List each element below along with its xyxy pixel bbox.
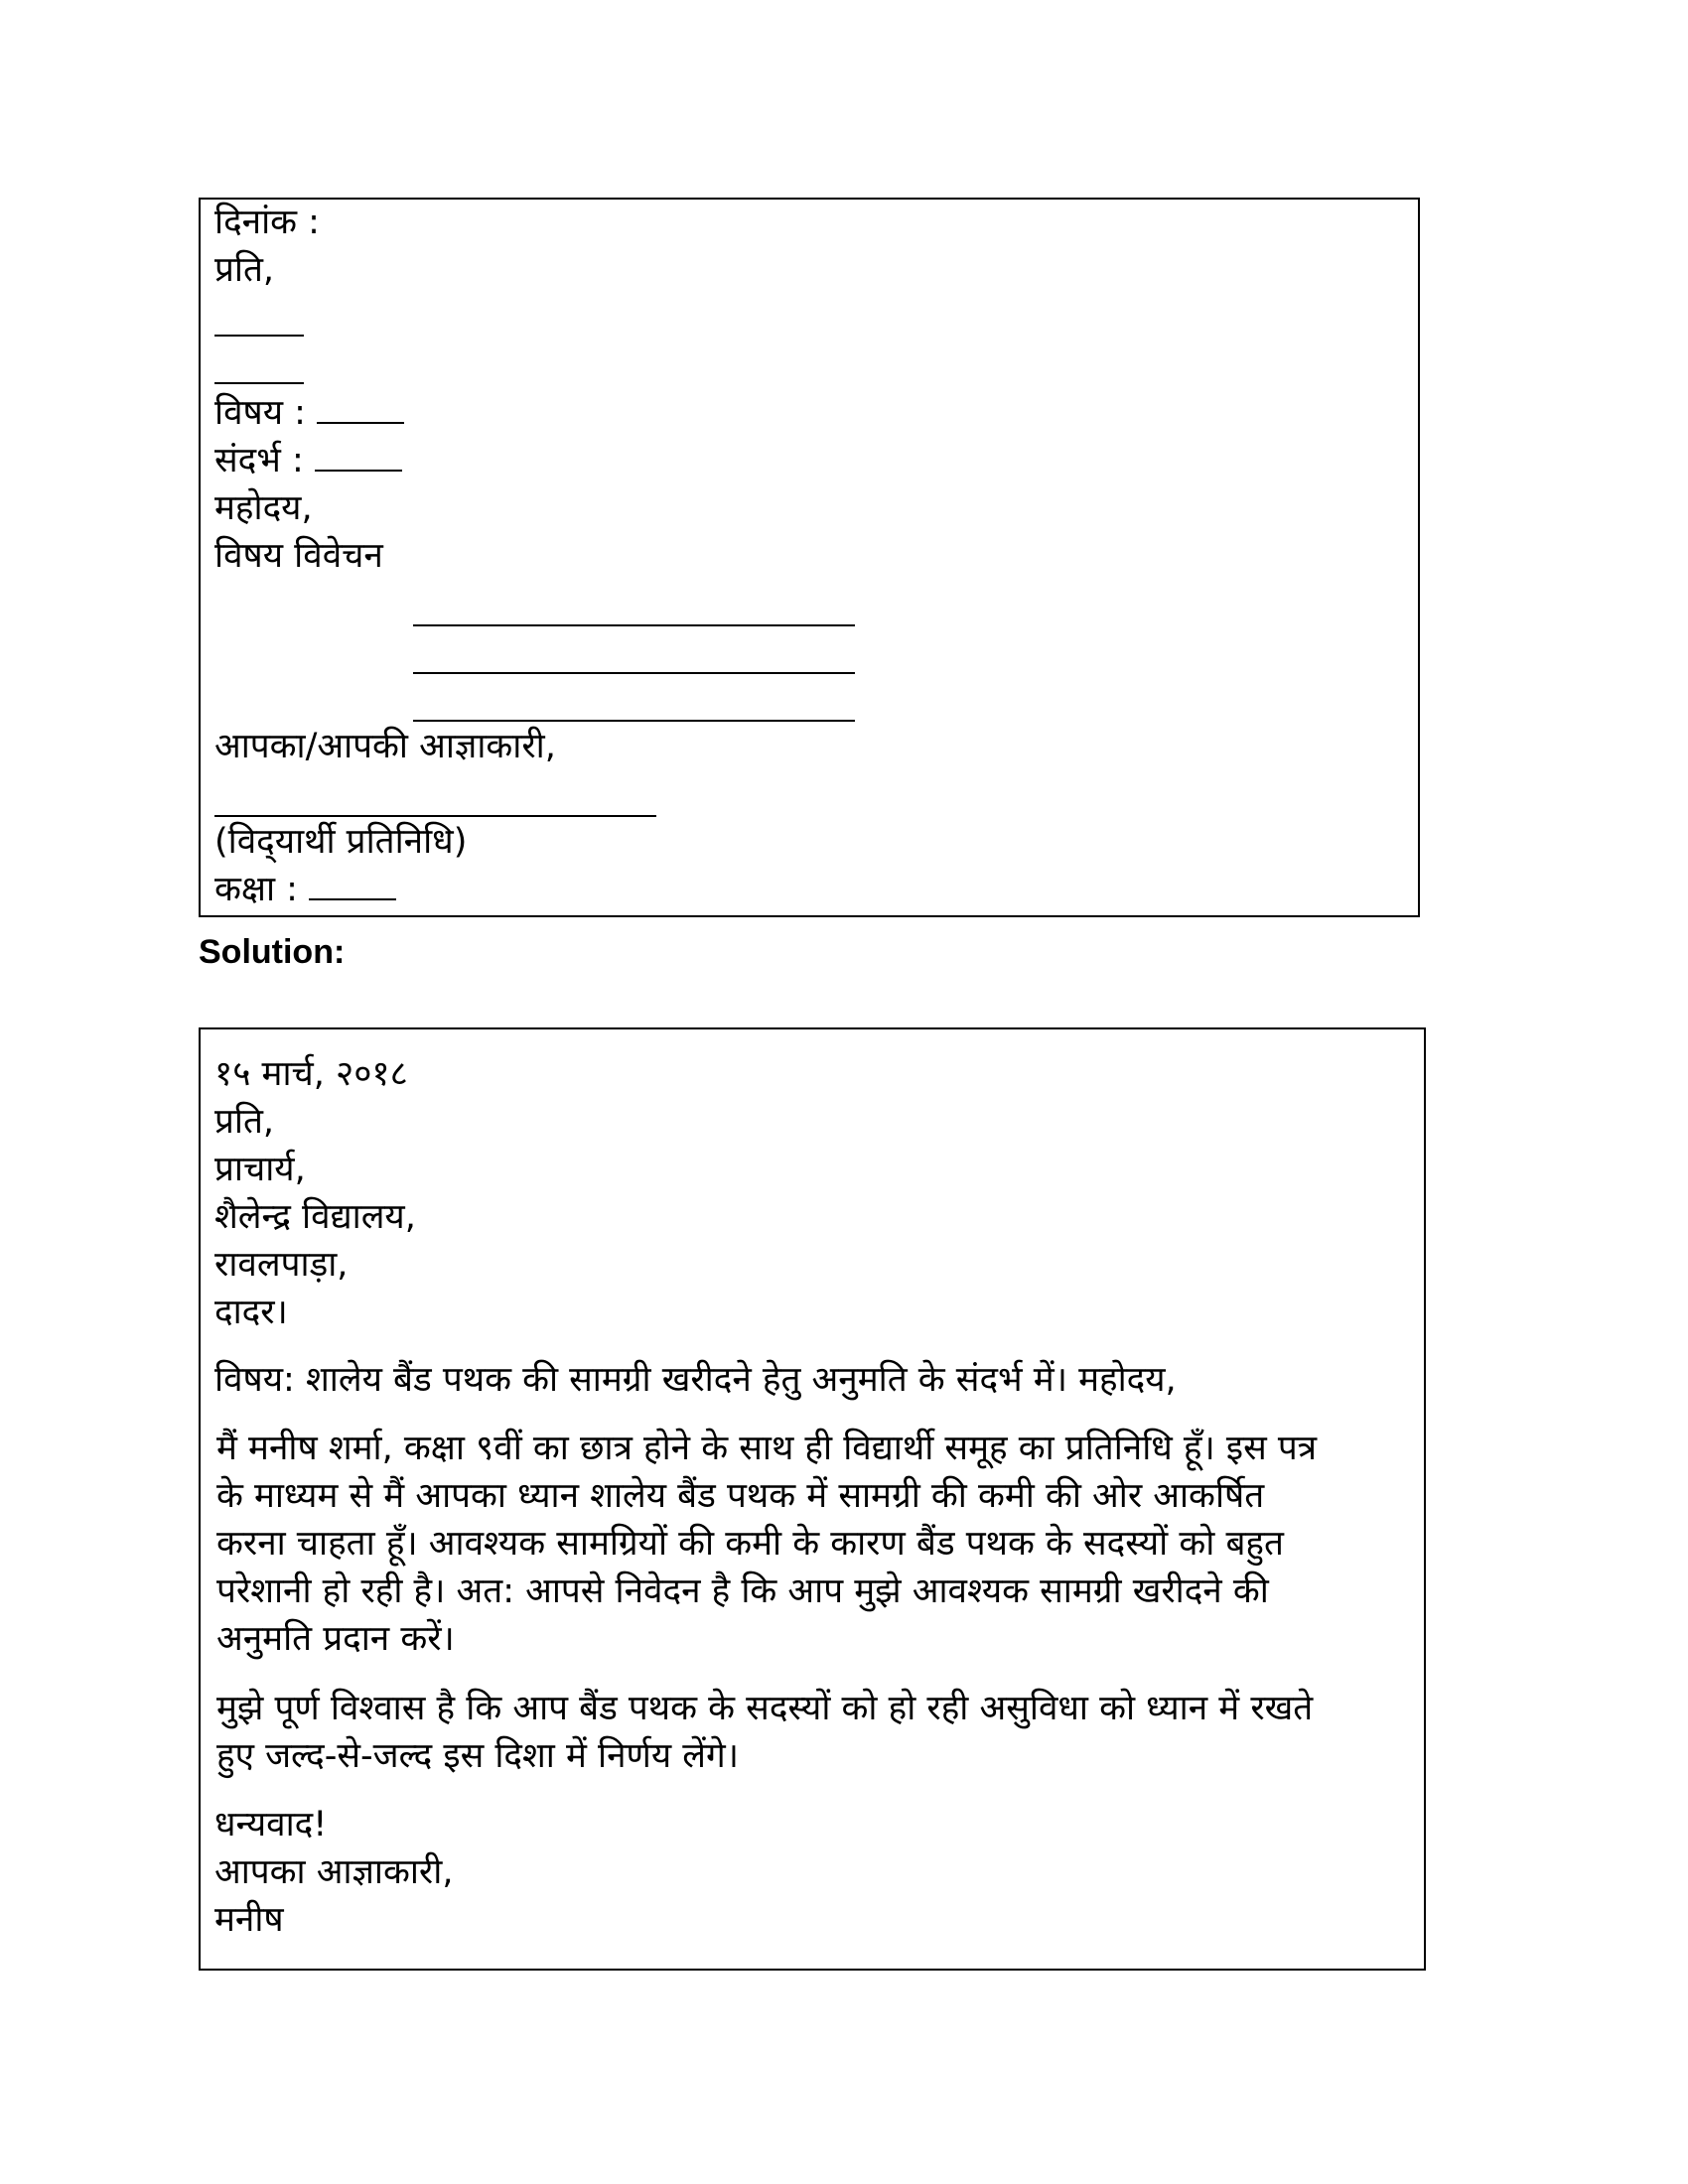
class-row bbox=[214, 867, 396, 912]
signature: मनीष bbox=[214, 1900, 284, 1940]
paragraph-line: मुझे पूर्ण विश्वास है कि आप बैंड पथक के सदस्यों को हो रही असुविधा को ध्यान में रखते bbox=[216, 1689, 1314, 1728]
body-paragraph-1 bbox=[216, 1425, 1398, 1663]
subject-row bbox=[214, 390, 404, 436]
address-line-1: प्रति, bbox=[214, 1102, 275, 1142]
date-label: दिनांक : bbox=[214, 203, 320, 242]
class-label: कक्षा : bbox=[214, 870, 298, 909]
paragraph-line: परेशानी हो रही है। अत: आपसे निवेदन है कि आप मुझे आवश्यक सामग्री खरीदने की bbox=[216, 1571, 1269, 1611]
solution-heading: Solution: bbox=[199, 933, 346, 971]
address-line-3: शैलेन्द्र विद्यालय, bbox=[214, 1197, 416, 1237]
paragraph-line: अनुमति प्रदान करें। bbox=[216, 1619, 455, 1659]
subject-label: विषय : bbox=[214, 393, 306, 433]
letter-format-box bbox=[199, 198, 1420, 917]
paragraph-line: करना चाहता हूँ। आवश्यक सामग्रियों की कमी के कारण बैंड पथक के सदस्यों को बहुत bbox=[216, 1524, 1284, 1564]
reference-label: संदर्भ : bbox=[214, 441, 304, 480]
paragraph-line: मैं मनीष शर्मा, कक्षा ९वीं का छात्र होने के साथ ही विद्यार्थी समूह का प्रतिनिधि हूँ। इस पत्र bbox=[216, 1429, 1318, 1468]
body-line-2 bbox=[413, 672, 855, 674]
letter-date: १५ मार्च, २०१८ bbox=[214, 1054, 408, 1094]
recipient-blank-1 bbox=[214, 335, 304, 337]
solution-letter-box bbox=[199, 1027, 1426, 1971]
paragraph-line: के माध्यम से मैं आपका ध्यान शालेय बैंड पथक में सामग्री की कमी की ओर आकर्षित bbox=[216, 1476, 1265, 1516]
body-paragraph-2 bbox=[216, 1685, 1398, 1780]
address-line-2: प्राचार्य, bbox=[214, 1150, 306, 1189]
thanks: धन्यवाद! bbox=[214, 1805, 328, 1844]
reference-blank bbox=[315, 440, 402, 472]
signature-line bbox=[214, 815, 656, 817]
paragraph-line: हुए जल्द-से-जल्द इस दिशा में निर्णय लेंगे। bbox=[216, 1736, 739, 1776]
address-line-5: दादर। bbox=[214, 1293, 288, 1332]
class-blank bbox=[309, 869, 396, 900]
letter-closing: आपका आज्ञाकारी, bbox=[214, 1852, 454, 1892]
to-label: प्रति, bbox=[214, 250, 275, 290]
subject-line: विषय: शालेय बैंड पथक की सामग्री खरीदने हेतु अनुमति के संदर्भ में। महोदय, bbox=[214, 1360, 1177, 1400]
recipient-blank-2 bbox=[214, 382, 304, 384]
address-line-4: रावलपाड़ा, bbox=[214, 1245, 349, 1285]
reference-row bbox=[214, 438, 402, 483]
subject-blank bbox=[317, 392, 404, 424]
body-line-3 bbox=[413, 720, 855, 722]
signatory: (विद्‌यार्थी प्रतिनिधि) bbox=[214, 822, 468, 862]
salutation: महोदय, bbox=[214, 488, 313, 528]
body-label: विषय विवेचन bbox=[214, 536, 383, 576]
body-line-1 bbox=[413, 624, 855, 626]
closing: आपका/आपकी आज्ञाकारी, bbox=[214, 727, 556, 766]
